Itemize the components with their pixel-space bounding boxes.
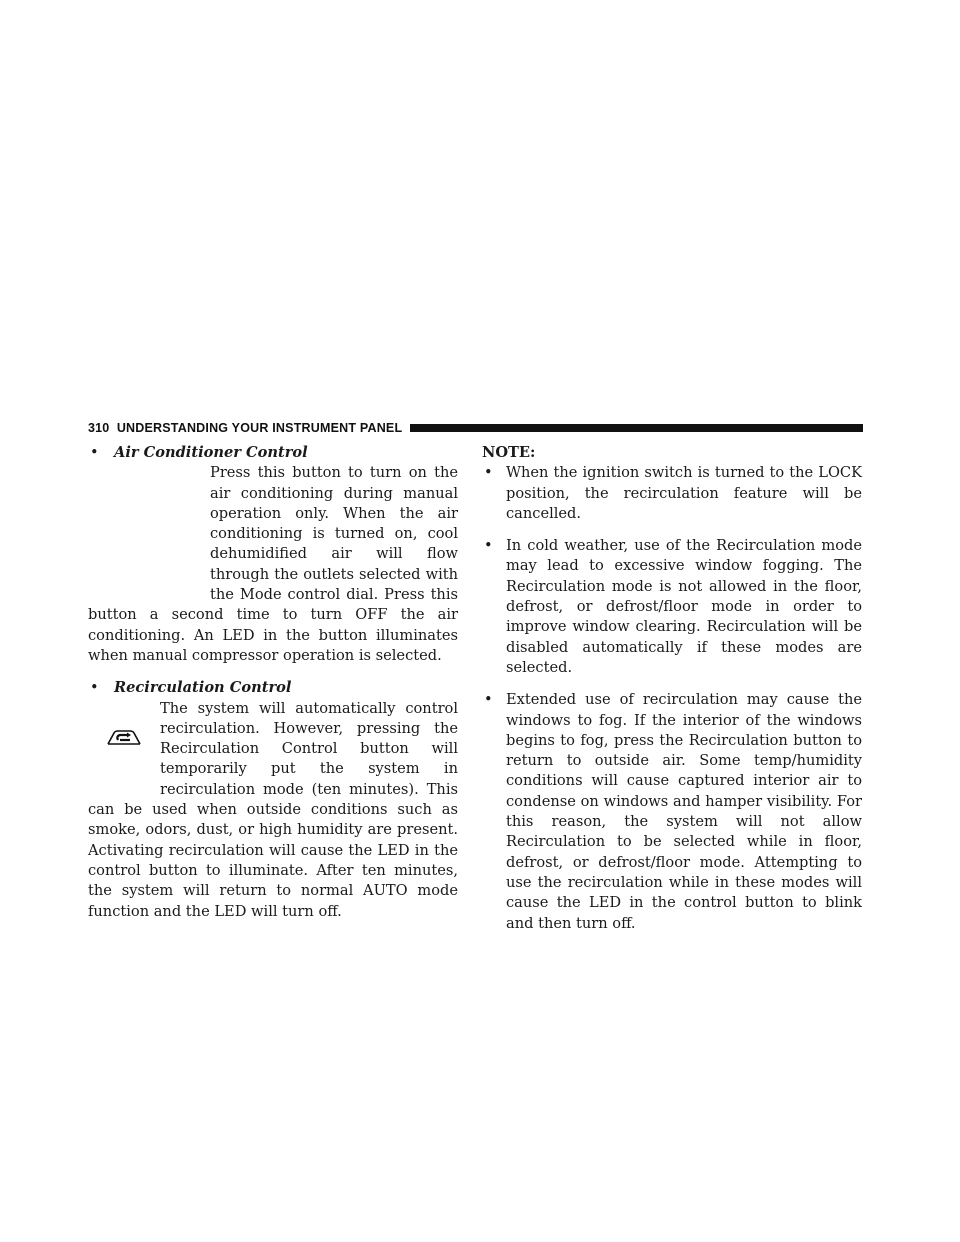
page-number-and-title — [88, 421, 402, 435]
note-text: When the ignition switch is turned to the LOCK position, the recirculation feature will be cancelled. — [506, 464, 862, 522]
right-column — [482, 443, 862, 946]
note-text: In cold weather, use of the Recirculation mode may lead to excessive window fogging. The Recirculation mode is not allowed in the floor, defrost, or defrost/floor mode in order to improve window clearing. Recirculation will be disabled automatically if these modes are selected. — [506, 537, 862, 676]
bullet: • — [90, 444, 99, 461]
bullet: • — [484, 691, 493, 709]
note-item — [482, 463, 862, 524]
section-title: UNDERSTANDING YOUR INSTRUMENT PANEL — [116, 421, 403, 435]
left-column — [88, 443, 458, 922]
recirc-heading-row — [88, 678, 458, 698]
bullet: • — [90, 679, 99, 697]
note-label: NOTE: — [482, 444, 536, 461]
note-text: Extended use of recirculation may cause the windows to fog. If the interior of the windows begins to fog, press the Recirculation button to return to outside air. Some temp/humidity conditions will cause captured interior air to condense on windows and hamper visibility. For this reason, the system will not allow Recirculation to be selected while in floor, defrost, or defrost/floor mode. Attempting to use the recirculation while in these modes will cause the LED in the control button to blink and then turn off. — [506, 691, 862, 932]
page-number: 310 — [88, 421, 110, 435]
recirculation-car-icon — [106, 727, 142, 749]
ac-icon-placeholder — [88, 463, 210, 605]
ac-heading: Air Conditioner Control — [114, 444, 308, 461]
note-item — [482, 690, 862, 934]
page-header — [88, 420, 863, 436]
ac-heading-row — [88, 443, 458, 463]
recirc-icon-box — [88, 699, 160, 781]
recirc-description: The system will automatically control recirculation. However, pressing the Recirculation Control button will temporarily put the system in recirculation mode (ten minutes). This can be used when outside conditions such as smoke, odors, dust, or high humidity are present. Activating recirculation will cause the LED in the control button to illuminate. After ten minutes, the system will return to normal AUTO mode function and the LED will turn off. — [88, 699, 458, 920]
ac-description: Press this button to turn on the air conditioning during manual operation only. When the air conditioning is turned on, cool dehumidified air will flow through the outlets selected with the Mode control dial. Press this button a second time to turn OFF the air conditioning. An LED in the button illuminates when manual compressor operation is selected. — [88, 464, 458, 664]
bullet: • — [484, 537, 493, 555]
bullet: • — [484, 464, 493, 482]
note-item — [482, 536, 862, 678]
header-rule — [410, 424, 863, 432]
recirc-heading: Recirculation Control — [114, 679, 292, 697]
